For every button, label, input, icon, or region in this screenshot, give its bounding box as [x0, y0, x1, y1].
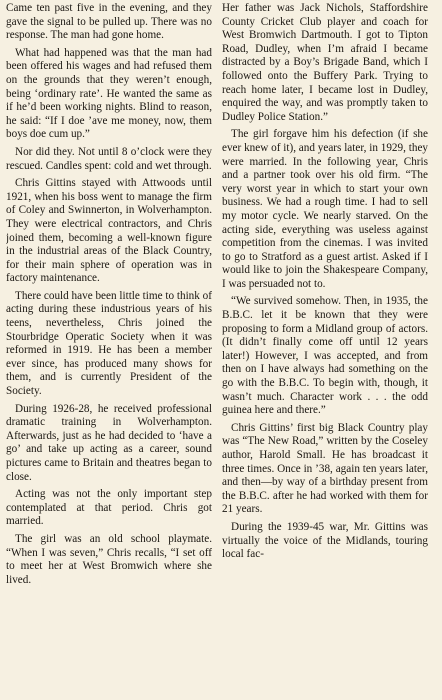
right-column: [222, 2, 428, 700]
paragraph: Her father was Jack Nichols, Staffordshire County Cricket Club player and coach for West Bromwich Dartmouth. I got to Tipton Road, Dudley, when I’m afraid I became distracted by a Boy’s Brigade Band, which I followed onto the Buffery Park. Trying to reach home later, I became lost in Dudley, enquired the way, and was promptly taken to Dudley Police Station.”: [222, 2, 428, 123]
paragraph: During 1926-28, he received professional dramatic training in Wolverhampton. Afterwards, just as he had decided to ‘have a go’ and take up acting as a career, sound pictures came to Britain and theatres began to close.: [6, 402, 212, 483]
paragraph: The girl was an old school playmate. “When I was seven,” Chris recalls, “I set off to meet her at West Bromwich where she lived.: [6, 532, 212, 586]
paragraph: Chris Gittins stayed with Attwoods until 1921, when his boss went to manage the firm of Coley and Swinnerton, in Wolverhampton. They were electrical contractors, and Chris joined them, becoming a well-known figure in the industrial areas of the Black Country, for their main sphere of operation was in factory maintenance.: [6, 177, 212, 285]
paragraph: Nor did they. Not until 8 o’clock were they rescued. Candles spent: cold and wet through.: [6, 145, 212, 172]
paragraph: Came ten past five in the evening, and they gave the signal to be pulled up. There was no response. The man had gone home.: [6, 2, 212, 42]
paragraph: Acting was not the only important step contemplated at that period. Chris got married.: [6, 488, 212, 528]
paragraph: “We survived somehow. Then, in 1935, the B.B.C. let it be known that they were proposing to form a Midland group of actors. (It didn’t finally come off until 12 years later!) However, I was accepted, and from then on I have always had something on the go with the B.B.C. To begin with, though, it wasn’t much. Character work . . . the odd guinea here and there.”: [222, 295, 428, 417]
paragraph: There could have been little time to think of acting during these industrious years of his teens, nevertheless, Chris joined the Stourbridge Operatic Society when it was reformed in 1919. He has been a member ever since, has produced many shows for them, and is currently President of the Society.: [6, 289, 212, 398]
paragraph: What had happened was that the man had been offered his wages and had refused them on the grounds that they weren’t enough, being ‘ordinary rate’. He wanted the same as if he’d been working nights. Blind to reason, he said: “If I doe ’ave me money, now, them boys doe cum up.”: [6, 46, 212, 141]
paragraph: The girl forgave him his defection (if she ever knew of it), and years later, in 1929, they were married. In the following year, Chris and a partner took over his old firm. “The very worst year in which to start your own business. We had a rough time. I had to sell my motor cycle. We nearly starved. On the acting side, everything was useless against competition from the cinemas. I was invited to go to Stratford as a guest artist. Asked if I would like to join the Shakespeare Company, I was persuaded not to.: [222, 128, 428, 290]
left-column: [6, 2, 212, 700]
paragraph: During the 1939-45 war, Mr. Gittins was virtually the voice of the Midlands, touring local fac-: [222, 520, 428, 561]
paragraph: Chris Gittins’ first big Black Country play was “The New Road,” written by the Coseley author, Harold Small. He has broadcast it three times. Once in ’38, again ten years later, and then—by way of a birthday present from the B.B.C. after he had worked with them for 21 years.: [222, 421, 428, 516]
